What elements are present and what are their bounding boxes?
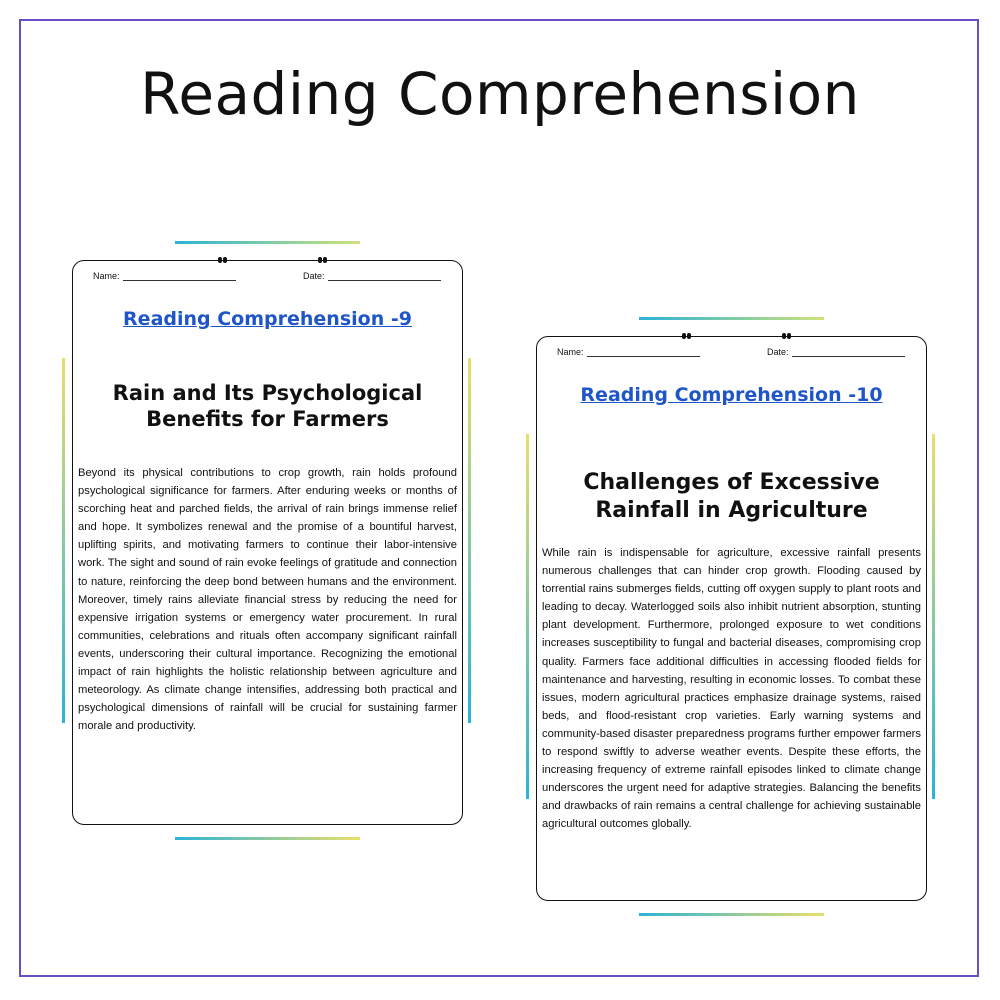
worksheet-link[interactable]: Reading Comprehension -9	[123, 308, 412, 330]
accent-line-top	[639, 317, 824, 320]
name-date-row	[91, 271, 444, 285]
date-blank[interactable]	[328, 271, 441, 281]
name-field[interactable]	[557, 347, 700, 357]
binder-clip-icon	[782, 333, 791, 339]
name-field[interactable]	[93, 271, 236, 281]
binder-clip-icon	[218, 257, 227, 263]
accent-line-right	[468, 358, 471, 723]
name-blank[interactable]	[123, 271, 236, 281]
accent-line-right	[932, 434, 935, 799]
name-blank[interactable]	[587, 347, 700, 357]
page-title: Reading Comprehension	[140, 60, 860, 128]
worksheet-passage: Beyond its physical contributions to crop growth, rain holds profound psychological significance for farmers. After enduring weeks or months of scorching heat and parched fields, the arrival of rain brings immense relief and hope. It symbolizes renewal and the promise of a bountiful harvest, uplifting spirits, and motivating farmers to continue their labor-intensive work. The sight and sound of rain evoke feelings of gratitude and connection to nature, reinforcing the deep bond between humans and the environment. Moreover, timely rains alleviate financial stress by reducing the need for expensive irrigation systems or emergency water procurement. In rural communities, celebrations and rituals often accompany significant rainfall events, underscoring their cultural importance. Recognizing the emotional impact of rain highlights the holistic relationship between agriculture and meteorology. As climate change intensifies, addressing both practical and psychological dimensions of rainfall will be crucial for sustaining farmer morale and productivity.	[78, 467, 457, 733]
worksheet-passage: While rain is indispensable for agriculture, excessive rainfall presents numerous challenges that can hinder crop growth. Flooding caused by torrential rains submerges fields, cutting off oxygen supply to plant roots and leading to decay. Waterlogged soils also inhibit nutrient absorption, stunting plant development. Furthermore, prolonged exposure to wet conditions increases susceptibility to fungal and bacterial diseases, compromising crop quality. Farmers face additional difficulties in accessing flooded fields for maintenance and harvesting, resulting in economic losses. To combat these issues, modern agricultural practices emphasize drainage systems, raised beds, and flood-resistant crop varieties. Early warning systems and community-based disaster preparedness programs further empower farmers to respond swiftly to adverse weather events. Despite these efforts, the increasing frequency of extreme rainfall episodes linked to climate change underscores the urgent need for adaptive strategies. Balancing the benefits and drawbacks of rain remains a central challenge for achieving sustainable agricultural outcomes globally.	[542, 547, 921, 831]
accent-line-top	[175, 241, 360, 244]
name-label: Name:	[557, 347, 584, 357]
name-label: Name:	[93, 271, 120, 281]
worksheet-heading: Rain and Its Psychological Benefits for Farmers	[112, 381, 423, 432]
accent-line-bottom	[639, 913, 824, 916]
worksheet-link[interactable]: Reading Comprehension -10	[580, 384, 883, 406]
accent-line-bottom	[175, 837, 360, 840]
date-blank[interactable]	[792, 347, 905, 357]
date-label: Date:	[767, 347, 789, 357]
worksheet-heading: Challenges of Excessive Rainfall in Agriculture	[583, 470, 880, 523]
date-field[interactable]	[767, 347, 905, 357]
accent-line-left	[526, 434, 529, 799]
date-label: Date:	[303, 271, 325, 281]
worksheet-card	[72, 260, 463, 825]
worksheet-card	[536, 336, 927, 901]
binder-clip-icon	[318, 257, 327, 263]
binder-clip-icon	[682, 333, 691, 339]
name-date-row	[555, 347, 908, 361]
accent-line-left	[62, 358, 65, 723]
date-field[interactable]	[303, 271, 441, 281]
